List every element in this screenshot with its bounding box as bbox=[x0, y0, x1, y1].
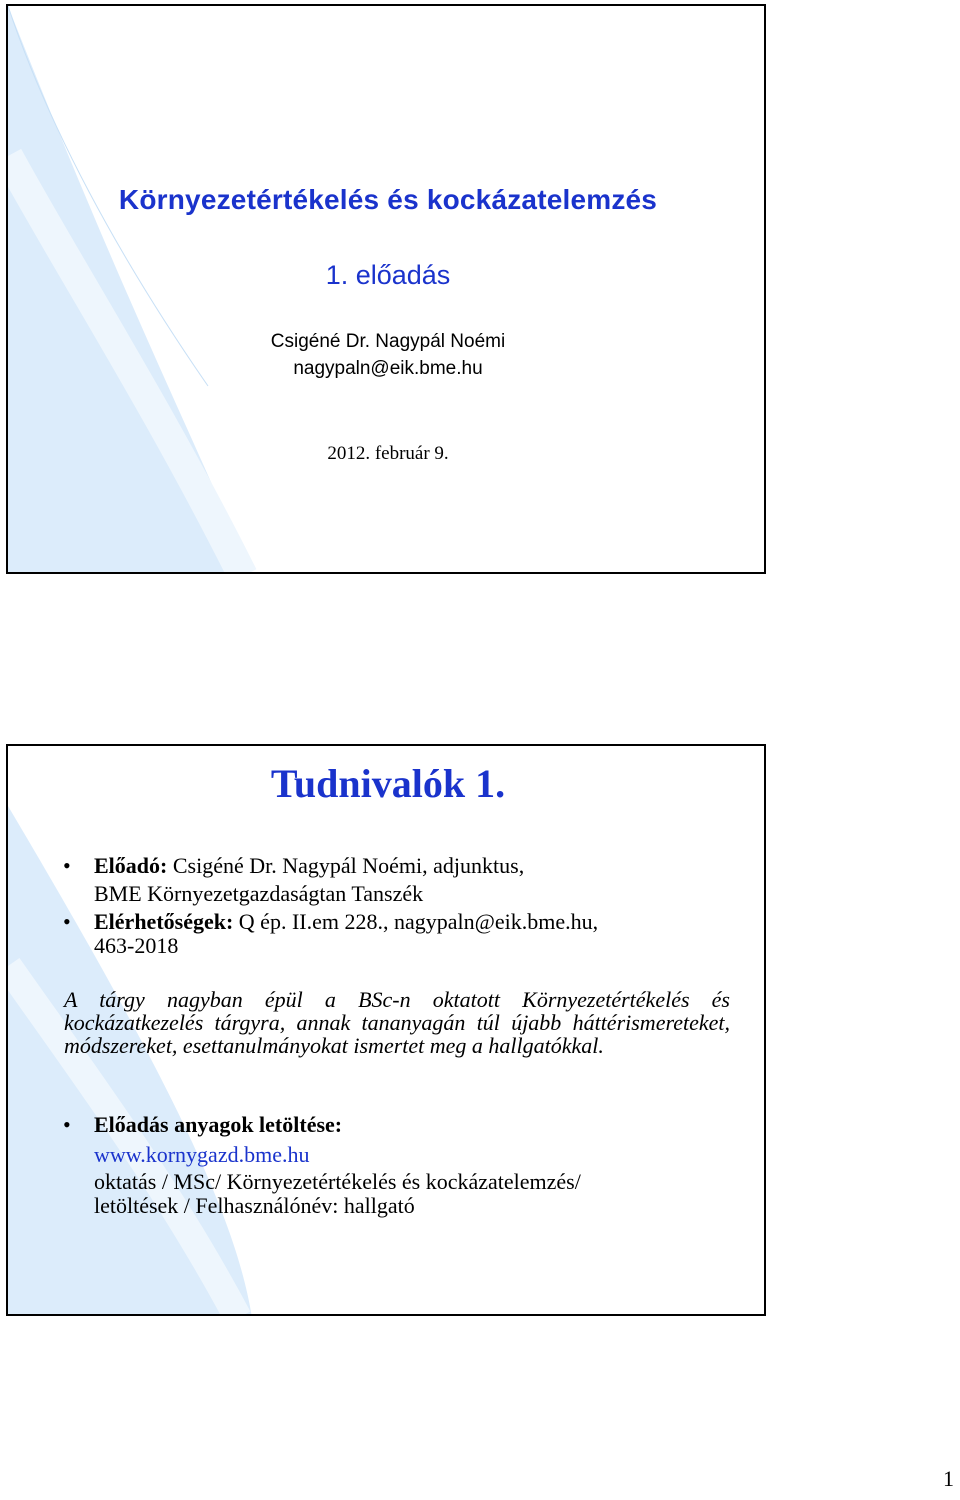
contact-line bbox=[94, 910, 598, 934]
slide-2-title: Tudnivalók 1. bbox=[270, 761, 506, 806]
presenter-label: Előadó: bbox=[94, 853, 168, 878]
lecture-date: 2012. február 9. bbox=[327, 443, 449, 464]
bullet-icon: • bbox=[63, 909, 71, 934]
downloads-credentials: letöltések / Felhasználónév: hallgató bbox=[94, 1193, 415, 1218]
author-email: nagypaln@eik.bme.hu bbox=[293, 358, 483, 379]
page-number: 1 bbox=[943, 1466, 954, 1491]
downloads-url[interactable]: www.kornygazd.bme.hu bbox=[94, 1142, 310, 1167]
presenter-line bbox=[94, 854, 524, 878]
contact-label: Elérhetőségek: bbox=[94, 909, 234, 934]
downloads-label: Előadás anyagok letöltése: bbox=[94, 1112, 343, 1137]
phone-line: 463-2018 bbox=[94, 933, 179, 958]
slide-2 bbox=[6, 744, 766, 1316]
slide-1-subtitle: 1. előadás bbox=[325, 260, 451, 290]
downloads-path: oktatás / MSc/ Környezetértékelés és kockázatelemzés/ bbox=[94, 1169, 581, 1194]
department-line: BME Környezetgazdaságtan Tanszék bbox=[94, 881, 424, 906]
author-name: Csigéné Dr. Nagypál Noémi bbox=[270, 331, 506, 352]
course-description: A tárgy nagyban épül a BSc-n oktatott Környezetértékelés és kockázatkezelés tárgyra, annak tananyagán túl újabb háttérismereteket, módszereket, esettanulmányokat ismertet meg a hallgatókkal. bbox=[64, 987, 730, 1058]
presenter-text: Csigéné Dr. Nagypál Noémi, adjunktus, bbox=[167, 853, 525, 878]
bullet-icon: • bbox=[63, 1112, 71, 1137]
slide-1-title: Környezetértékelés és kockázatelemzés bbox=[118, 184, 658, 215]
bullet-icon: • bbox=[63, 853, 71, 878]
contact-text: Q ép. II.em 228., nagypaln@eik.bme.hu, bbox=[233, 909, 599, 934]
slide-1 bbox=[6, 4, 766, 574]
